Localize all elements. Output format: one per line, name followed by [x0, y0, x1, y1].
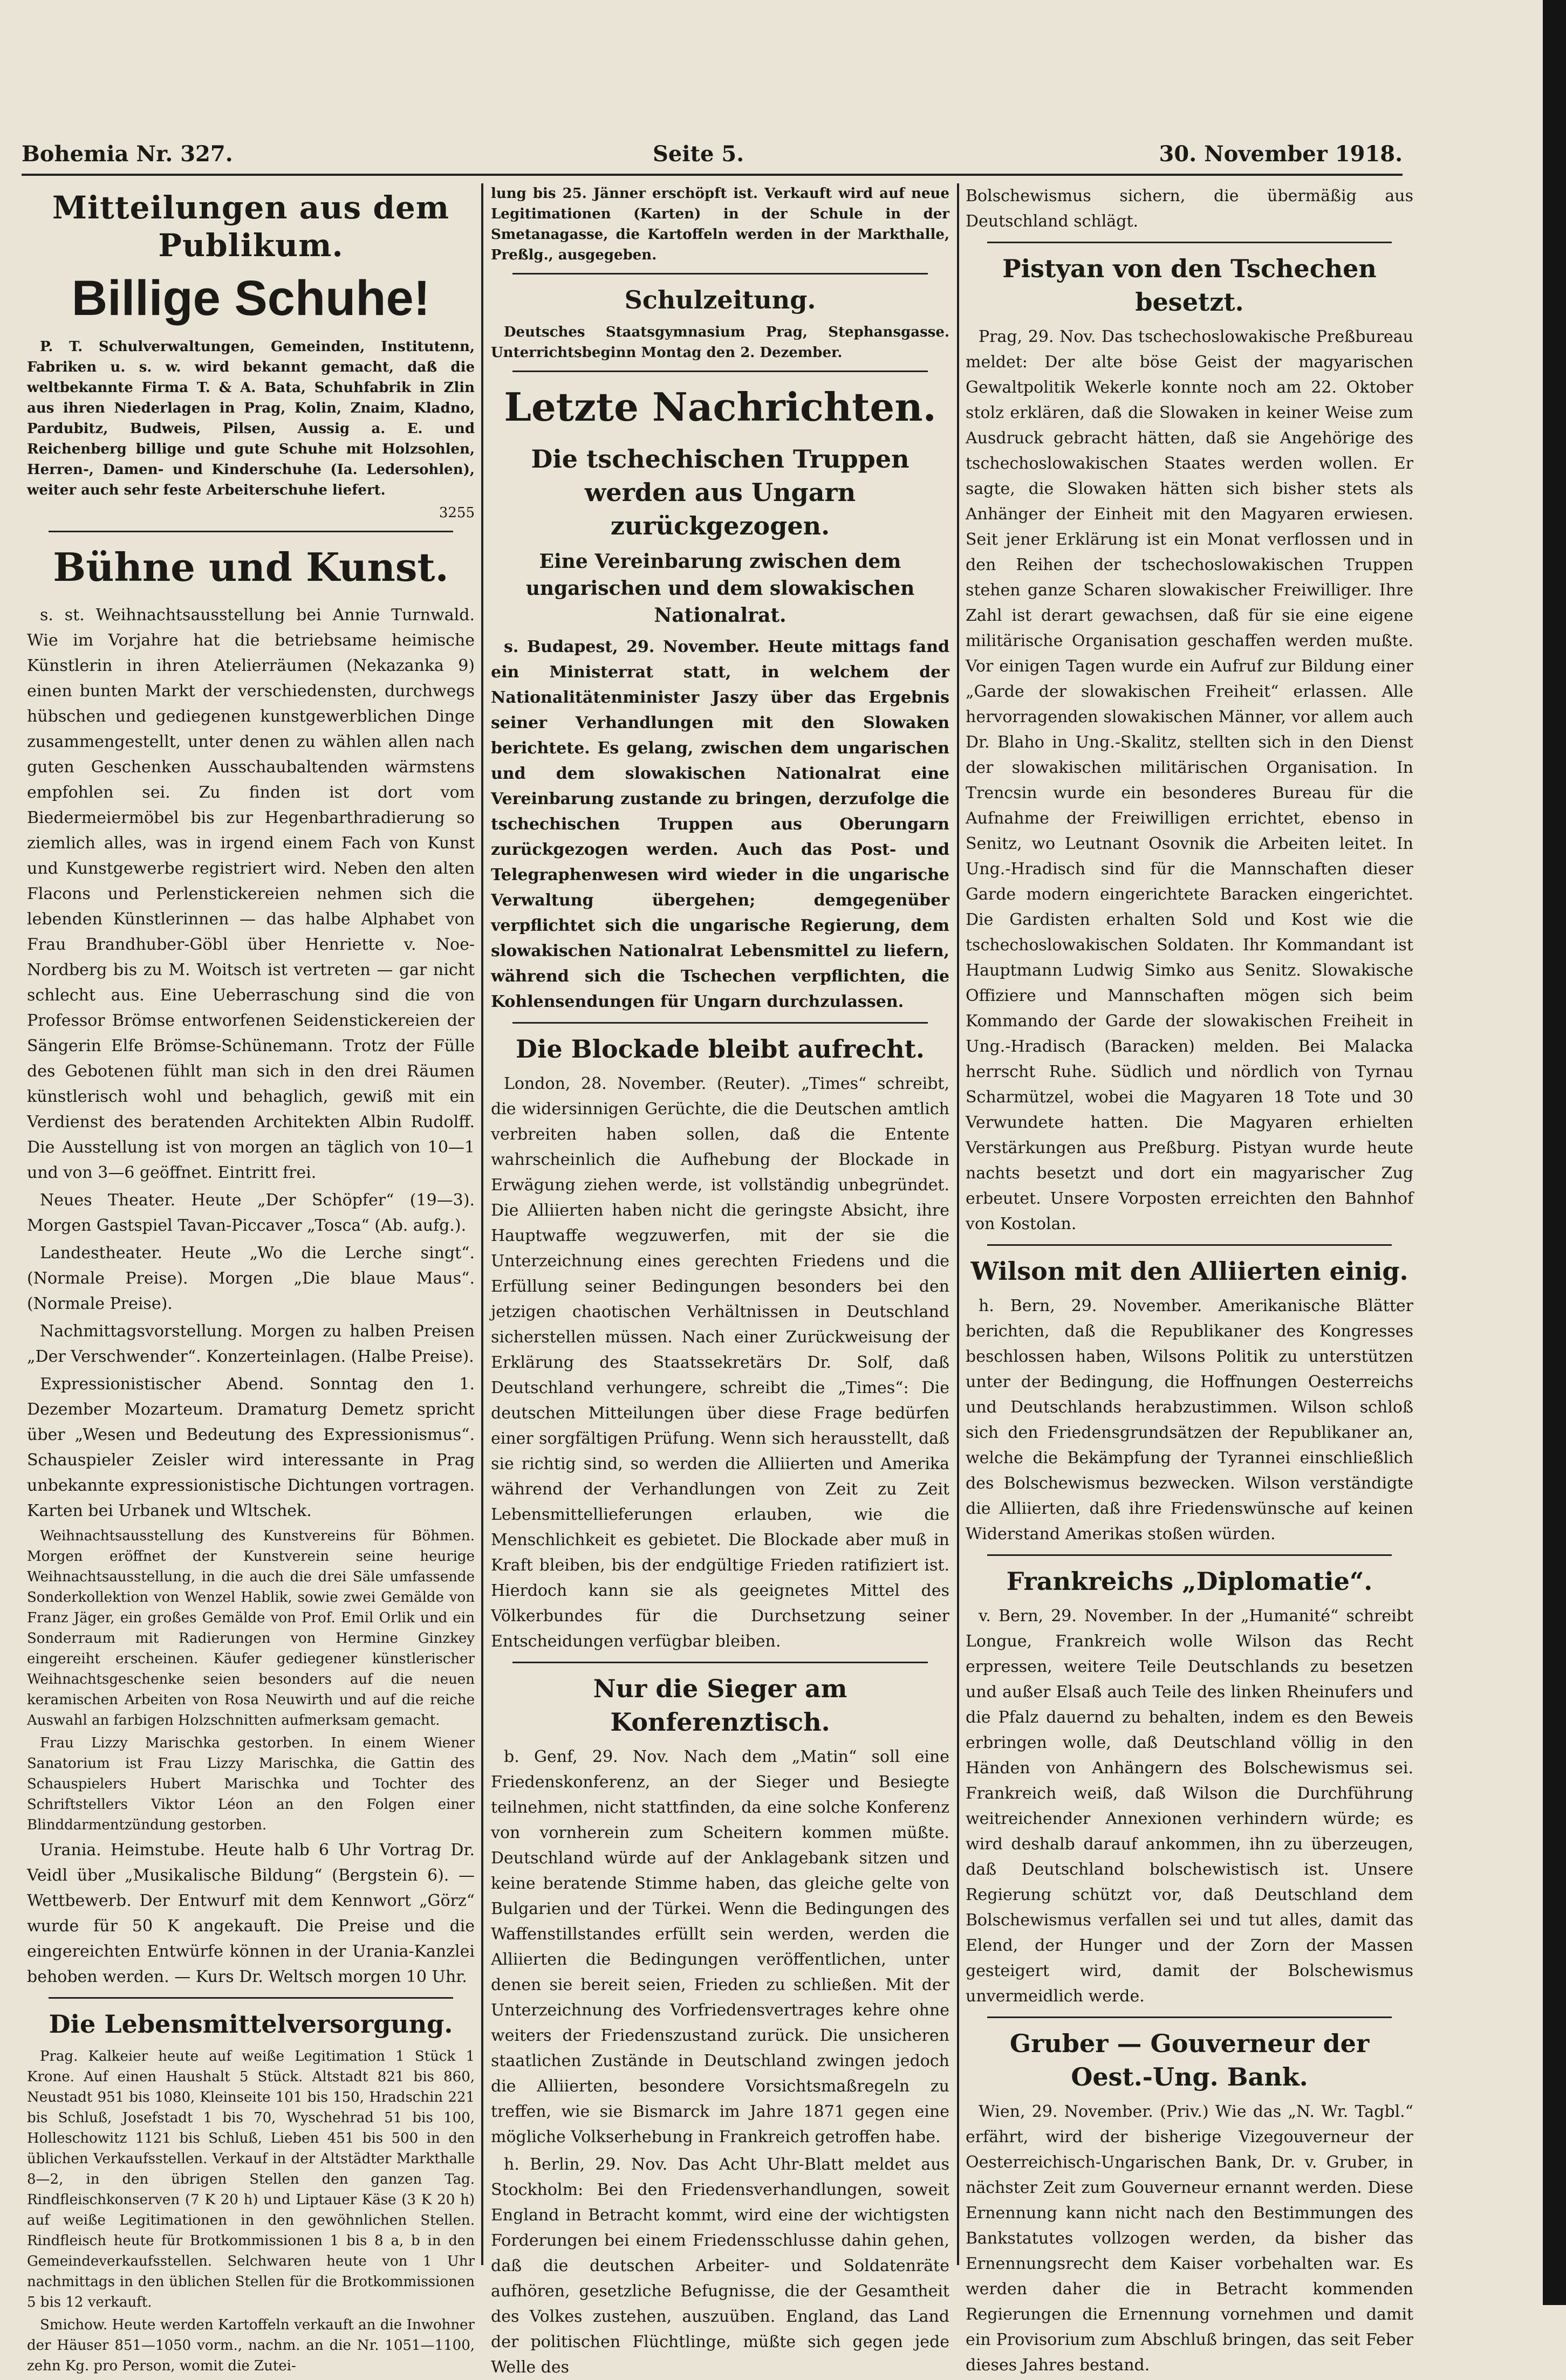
- headline-wilson: Wilson mit den Alliierten einig.: [970, 1257, 1408, 1286]
- section-title-latest-news: Letzte Nachrichten.: [504, 384, 936, 430]
- continued-text: lung bis 25. Jänner erschöpft ist. Verkauft wird auf neue Legitimationen (Karten) in der Schule in der Smetanagasse, die Kartoffeln werden in der Markthalle, Preßlg., ausgegeben.: [491, 186, 949, 263]
- article-state-theater: Landestheater. Heute „Wo die Lerche singt“. (Normale Preise). Morgen „Die blaue Maus“. (Normale Preise).: [27, 1244, 475, 1313]
- article-czech-troops: s. Budapest, 29. November. Heute mittags fand ein Ministerrat statt, in welchem der Nationalitätenminister Jaszy über das Ergebnis seiner Verhandlungen mit den Slowaken berichtete. Es gelang, zwischen dem ungarischen und dem slowakischen Nationalrat eine Vereinbarung zustande zu bringen, derzufolge die tschechischen Truppen aus Oberungarn zurückgezogen werden. Auch das Post- und Telegraphenwesen wird wieder in die ungarische Verwaltung übergehen; demgegenüber verpflichtet sich die ungarische Regierung, dem slowakischen Nationalrat Lebensmittel zu liefern, während sich die Tschechen verpflichten, die Kohlensendungen für Ungarn durchzulassen.: [491, 637, 949, 1011]
- article-expressionist-evening: Expressionistischer Abend. Sonntag den 1. Dezember Mozarteum. Dramaturg Demetz spricht über „Wesen und Bedeutung des Expressionismus“. Schauspieler Zeisler wird interessante in Prag unbekannte expressionistische Dichtungen vortragen. Karten bei Urbanek und Wltschek.: [27, 1375, 475, 1520]
- ad-title: Billige Schuhe!: [71, 271, 430, 326]
- headline-gruber: Gruber — Gouverneur der Oest.-Ung. Bank.: [1009, 2029, 1370, 2091]
- headline-france: Frankreichs „Diplomatie“.: [1006, 1567, 1373, 1596]
- ad-text: P. T. Schulverwaltungen, Gemeinden, Institutenn, Fabriken u. s. w. wird bekannt gemacht, daß die weltbekannte Firma T. & A. Bata, Schuhfabrik in Zlin aus ihren Niederlagen in Prag, Kolin, Znaim, Kladno, Pardubitz, Budweis, Pilsen, Aussig a. E. und Reichenberg billige und gute Schuhe mit Holzsohlen, Herren-, Damen- und Kinderschuhe (Ia. Ledersohlen), weiter auch sehr feste Arbeiterschuhe liefert.: [27, 339, 475, 498]
- header-rule: [22, 174, 1403, 176]
- subheadline-czech-troops: Eine Vereinbarung zwischen dem ungarischen und dem slowakischen Nationalrat.: [525, 550, 915, 627]
- article-wilson: h. Bern, 29. November. Amerikanische Blätter berichten, daß die Republikaner des Kongresses beschlossen haben, Wilsons Politik zu unterstützen unter der Bedingung, die Hoffnungen Oesterreichs und Deutschlands herabzustimmen. Wilson schloß sich den Friedensgrundsätzen der Republikaner an, welche die Bekämpfung der Tyrannei einschließlich des Bolschewismus bezwecken. Wilson verständigte die Alliierten, daß ihre Friedenswünsche auf keinen Widerstand Amerikas stoßen würden.: [966, 1297, 1413, 1544]
- article-pistyan: Prag, 29. Nov. Das tschechoslowakische Preßbureau meldet: Der alte böse Geist der magyarischen Gewaltpolitik Wekerle konnte noch am 22. Oktober stolz erklären, daß die Slowaken in keiner Weise zum Ausdruck gebracht hätten, daß sie Angehörige des tschechoslowakischen Staates werden wollen. Er sagte, die Slowaken hätten sich bisher stets als Anhänger der Einheit mit den Magyaren erwiesen. Seit jener Erklärung ist ein Monat verflossen und in den Reihen der tschechoslowakischen Truppen stehen ganze Scharen slowakischer Freiwilliger. Ihre Zahl ist derart gewachsen, daß für sie eine eigene militärische Organisation geschaffen werden mußte. Vor einigen Tagen wurde ein Aufruf zur Bildung einer „Garde der slowakischen Freiheit“ erlassen. Alle hervorragenden slowakischen Männer, vor allem auch Dr. Blaho in Ung.-Skalitz, stellten sich in den Dienst der slowakischen militärischen Organisation. In Trencsin wurde ein besonderes Bureau für die Aufnahme der Freiwilligen errichtet, ebenso in Senitz, wo Leutnant Osovnik die Arbeiten leitet. In Ung.-Hradisch sind für die Mannschaften dieser Garde modern eingerichtete Baracken eingerichtet. Die Gardisten erhalten Sold und Kost wie die tschechoslowakischen Soldaten. Ihr Kommandant ist Hauptmann Ludwig Simko aus Senitz. Slowakische Offiziere und Mannschaften mögen sich beim Kommando der Garde der slowakischen Freiheit in Ung.-Hradisch (Baracken) melden. Bei Malacka herrscht Ruhe. Südlich und nördlich von Tyrnau Scharmützel, wobei die Magyaren 18 Tote und 30 Verwundete hatten. Die Magyaren erhielten Verstärkungen aus Preßburg. Pistyan wurde heute nachts besetzt und dort ein magyarischer Zug erbeutet. Unsere Vorposten erreichten den Bahnhof von Kostolan.: [966, 327, 1413, 1233]
- headline-blockade: Die Blockade bleibt aufrecht.: [516, 1034, 925, 1064]
- column-1: [27, 183, 475, 2374]
- divider: [49, 531, 453, 532]
- article-conference: b. Genf, 29. Nov. Nach dem „Matin“ soll eine Friedenskonferenz, an der Sieger und Besiegte teilnehmen, nicht stattfinden, da eine solche Konferenz von vornherein zum Scheitern kommen müßte. Deutschland würde auf der Anklagebank sitzen und keine beratende Stimme haben, das gleiche gelte von Bulgarien und der Türkei. Wenn die Bedingungen des Waffenstillstandes erfüllt sein werden, werden die Alliierten die Bedingungen veröffentlichen, unter denen sie bereit seien, Frieden zu schließen. Mit der Unterzeichnung des Vorfriedensvertrages kehre ohne weiters der Friedenszustand zurück. Die unsicheren staatlichen Zustände in Deutschland zwingen jedoch die Alliierten, besondere Vorsichtsmaßregeln zu treffen, wie sie Bismarck im Jahre 1871 gegen eine mögliche Volkserhebung in Frankreich getroffen habe.: [491, 1747, 949, 2146]
- article-new-theater: Neues Theater. Heute „Der Schöpfer“ (19—3). Morgen Gastspiel Tavan-Piccaver „Tosca“ (Ab. aufg.).: [27, 1191, 475, 1235]
- column-3: [966, 183, 1413, 2375]
- headline-conference: Nur die Sieger am Konferenztisch.: [593, 1674, 847, 1737]
- article-christmas-exhibition: s. st. Weihnachtsausstellung bei Annie Turnwald. Wie im Vorjahre hat die betriebsame heimische Künstlerin in ihren Atelierräumen (Nekazanka 9) einen bunten Markt der verschiedensten, durchwegs hübschen und gediegenen kunstgewerblichen Dinge zusammengestellt, unter denen zu wählen allen nach guten Geschenken Ausschaubaltenden wärmstens empfohlen sei. Zu finden ist dort vom Biedermeiermöbel bis zur Hegenbarthradierung so ziemlich alles, was in irgend einem Fach von Kunst und Kunstgewerbe registriert wird. Neben den alten Flacons und Perlenstickereien nehmen sich die lebenden Künstlerinnen — das halbe Alphabet von Frau Brandhuber-Göbl über Henriette v. Noe-Nordberg bis zu M. Woitsch ist vertreten — gar nicht schlecht aus. Eine Ueberraschung sind die von Professor Brömse entworfenen Seidenstickereien der Sängerin Elfe Brömse-Schünemann. Trotz der Fülle des Gebotenen fühlt man sich in den drei Räumen künstlerisch wohl und behaglich, gewiß mit ein Verdienst des beratenden Architekten Albin Rudolff. Die Ausstellung ist von morgen an täglich von 10—1 und von 3—6 geöffnet. Eintritt frei.: [27, 606, 475, 1182]
- column-rule-2: [957, 183, 959, 2265]
- page-header: [22, 141, 1403, 174]
- article-obituary: Frau Lizzy Marischka gestorben. In einem Wiener Sanatorium ist Frau Lizzy Marischka, die Gattin des Schauspielers Hubert Marischka und Tochter des Schriftstellers Viktor Léon an den Folgen einer Blinddarmentzündung gestorben.: [27, 1735, 475, 1833]
- article-food-smichow: Smichow. Heute werden Kartoffeln verkauft an die Inwohner der Häuser 851—1050 vorm., nachm. an die Nr. 1051—1100, zehn Kg. pro Person, womit die Zutei-: [27, 2317, 475, 2374]
- article-food-prague: Prag. Kalkeier heute auf weiße Legitimation 1 Stück 1 Krone. Auf einen Haushalt 5 Stück. Altstadt 821 bis 860, Neustadt 951 bis 1080, Kleinseite 101 bis 150, Hradschin 221 bis Schluß, Josefstadt 1 bis 70, Wyschehrad 51 bis 100, Holleschowitz 1121 bis Schluß, Lieben 451 bis 500 in den üblichen Verkaufsstellen. Verkauf in der Altstädter Markthalle 8—2, in den übrigen Stellen den ganzen Tag. Rindfleischkonserven (7 K 20 h) und Liptauer Käse (3 K 20 h) auf weiße Legitimationen in den gewöhnlichen Stellen. Rindfleisch heute für Brotkommissionen 1 bis 8 a, b in den Gemeindeverkaufsstellen. Selchwaren heute von 1 Uhr nachmittags in den üblichen Stellen für die Brotkommissionen 5 bis 12 verkauft.: [27, 2048, 475, 2310]
- article-blockade: London, 28. November. (Reuter). „Times“ schreibt, die widersinnigen Gerüchte, die die Deutschen amtlich verbreiten haben sollen, daß die Entente wahrscheinlich die Aufhebung der Blockade in Erwägung ziehen werde, ist vollständig unbegründet. Die Alliierten haben nicht die geringste Absicht, ihre Hauptwaffe wegzuwerfen, mit der sie die Unterzeichnung eines gerechten Friedens und die Erfüllung seiner Bedingungen besonders bei den jetzigen chaotischen Verhältnissen in Deutschland sicherstellen müssen. Nach einer Zurückweisung der Erklärung des Staatssekretärs Dr. Solf, daß Deutschland verhungere, schreibt die „Times“: Die deutschen Mitteilungen über diese Frage bedürfen einer sorgfältigen Prüfung. Wenn sich herausstellt, daß sie richtig sind, so werden die Alliierten und Amerika während der Verhandlungen von Zeit zu Zeit Lebensmittellieferungen erlauben, wie die Menschlichkeit es gebietet. Die Blockade aber muß in Kraft bleiben, bis der endgültige Frieden ratifiziert ist. Hierdoch kann sie als geeignetes Mittel des Völkerbundes für die Durchsetzung seiner Entscheidungen verfügbar bleiben.: [491, 1074, 949, 1651]
- headline-pistyan: Pistyan von den Tschechen besetzt.: [1002, 254, 1377, 317]
- article-gruber: Wien, 29. November. (Priv.) Wie das „N. Wr. Tagbl.“ erfährt, wird der bisherige Vizegouverneur der Oesterreichisch-Ungarischen Bank, Dr. v. Gruber, in nächster Zeit zum Gouverneur ernannt werden. Diese Ernennung kann nicht nach den Bestimmungen des Bankstatutes vollzogen werden, da bisher das Ernennungsrecht dem Kaiser vorbehalten war. Es werden daher die in Betracht kommenden Regierungen die Ernennung vornehmen und damit ein Provisorium zum Abschluß bringen, das seit Feber dieses Jahres bestand.: [966, 2102, 1413, 2375]
- page-edge-shadow: [1543, 0, 1566, 2305]
- divider: [512, 1662, 928, 1663]
- headline-czech-troops: Die tschechischen Truppen werden aus Ungarn zurückgezogen.: [531, 444, 909, 540]
- issue-date: 30. November 1918.: [1159, 141, 1403, 167]
- column-2: [491, 183, 949, 2377]
- article-berlin: h. Berlin, 29. Nov. Das Acht Uhr-Blatt meldet aus Stockholm: Bei den Friedensverhandlungen, soweit England in Betracht kommt, wird eine der wichtigsten Forderungen bei einem Friedensschlusse dahin gehen, daß die deutschen Arbeiter- und Soldatenräte aufhören, gesetzliche Befugnisse, die der Gesamtheit des Volkes zustehen, auszuüben. England, das Land der politischen Flüchtlinge, müßte sich gegen jede Welle des: [491, 2155, 949, 2377]
- article-matinee: Nachmittagsvorstellung. Morgen zu halben Preisen „Der Verschwender“. Konzerteinlagen. (Halbe Preise).: [27, 1322, 475, 1366]
- article-school: Deutsches Staatsgymnasium Prag, Stephansgasse. Unterrichtsbeginn Montag den 2. Dezember.: [491, 324, 949, 361]
- divider: [987, 2017, 1392, 2018]
- divider: [987, 242, 1392, 243]
- section-title-food-supply: Die Lebensmittelversorgung.: [49, 2009, 453, 2039]
- newspaper-issue: Bohemia Nr. 327.: [22, 141, 233, 167]
- divider: [512, 371, 928, 372]
- column-rule-1: [481, 183, 483, 2265]
- divider: [987, 1554, 1392, 1556]
- section-title-stage-and-art: Bühne und Kunst.: [53, 544, 449, 590]
- divider: [512, 1022, 928, 1024]
- ad-code: 3255: [439, 505, 475, 521]
- divider: [987, 1244, 1392, 1246]
- divider: [49, 1997, 453, 1999]
- section-title-school-news: Schulzeitung.: [624, 285, 816, 314]
- article-urania: Urania. Heimstube. Heute halb 6 Uhr Vortrag Dr. Veidl über „Musikalische Bildung“ (Bergstein 6). — Wettbewerb. Der Entwurf mit dem Kennwort „Görz“ wurde für 50 K angekauft. Die Preise und die eingereichten Entwürfe können in der Urania-Kanzlei behoben werden. — Kurs Dr. Weltsch morgen 10 Uhr.: [27, 1841, 475, 1986]
- continued-text: Bolschewismus sichern, die übermäßig aus Deutschland schlägt.: [966, 187, 1413, 231]
- public-notices-heading: Mitteilungen aus dem Publikum.: [52, 189, 450, 264]
- page-number: Seite 5.: [653, 141, 744, 167]
- article-art-society-exhibition: Weihnachtsausstellung des Kunstvereins für Böhmen. Morgen eröffnet der Kunstverein seine heurige Weihnachtsausstellung, in die auch die drei Säle umfassende Sonderkollektion von Wenzel Hablik, sowie zwei Gemälde von Franz Jäger, ein großes Gemälde von Prof. Emil Orlik und ein Sonderraum mit Radierungen von Hermine Ginzkey eingereiht erscheinen. Käufer gediegener künstlerischer Weihnachtsgeschenke seien besonders auf die neuen keramischen Arbeiten von Rosa Neuwirth und auf die reiche Auswahl an farbigen Holzschnitten aufmerksam gemacht.: [27, 1528, 475, 1729]
- article-france: v. Bern, 29. November. In der „Humanité“ schreibt Longue, Frankreich wolle Wilson das Recht erpressen, weitere Teile Deutschlands zu besetzen und außer Elsaß auch Teile des linken Rheinufers und die Pfalz dauernd zu behalten, indem es den Beweis erbringen wolle, daß Deutschland völlig in den Händen von Anhängern des Bolschewismus sei. Frankreich weiß, daß Wilson die Durchführung weitreichender Annexionen verhindern würde; es wird deshalb darauf ankommen, ihn zu überzeugen, daß Deutschland bolschewistisch ist. Unsere Regierung schützt vor, daß Deutschland dem Bolschewismus verfallen sei und tut alles, damit das Elend, der Hunger und der Zorn der Massen gesteigert wird, damit der Bolschewismus unvermeidlich werde.: [966, 1607, 1413, 2006]
- divider: [512, 273, 928, 275]
